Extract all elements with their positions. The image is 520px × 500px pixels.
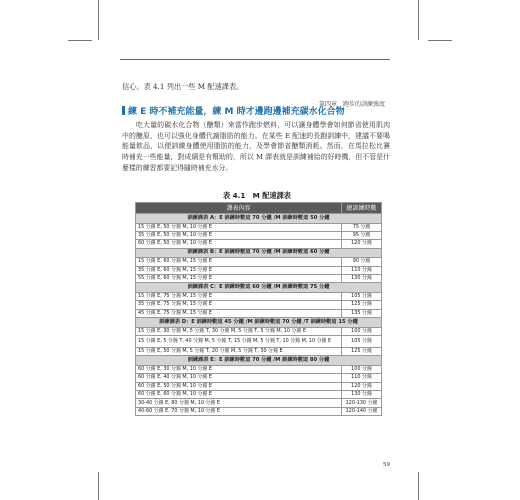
total-time-cell: 90 分鐘	[342, 258, 382, 266]
total-time-cell: 125 分鐘	[342, 347, 382, 355]
table-row	[136, 390, 382, 398]
table-row	[136, 347, 382, 355]
total-time-cell: 75 分鐘	[342, 223, 382, 231]
group-title: 訓練課表 C：E 訓練時數這 60 分鐘 /M 訓練時數這 75 分鐘	[136, 283, 382, 293]
total-time-cell: 120 分鐘	[342, 382, 382, 390]
total-time-cell: 120 分鐘	[342, 240, 382, 248]
table-header-row	[136, 203, 382, 214]
total-time-cell: 95 分鐘	[342, 231, 382, 239]
table-row	[136, 223, 382, 231]
table-row	[136, 399, 382, 407]
crop-mark	[418, 0, 419, 40]
workout-content-cell: 45 分鐘 E, 75 分鐘 M, 15 分鐘 E	[136, 309, 342, 317]
table-title: 表 4.1 M 配速課表	[222, 191, 291, 200]
table-row	[136, 266, 382, 274]
total-time-cell: 130 分鐘	[342, 274, 382, 282]
workout-content-cell: 60 分鐘 E, 30 分鐘 M, 10 分鐘 E	[136, 365, 342, 373]
table-row	[136, 292, 382, 300]
table-body	[136, 214, 382, 416]
total-time-cell: 105 分鐘	[342, 292, 382, 300]
workout-content-cell: 55 分鐘 E, 60 分鐘 M, 15 分鐘 E	[136, 274, 342, 282]
table-row	[136, 407, 382, 415]
workout-content-cell: 15 分鐘 E, 50 分鐘 M, 5 分鐘 T, 20 分鐘 M, 5 分鐘 T, 30 分鐘 E	[136, 347, 342, 355]
table-row	[136, 382, 382, 390]
column-header-total: 總訓練時數	[342, 203, 382, 214]
workout-content-cell: 30-40 分鐘 E, 80 分鐘 M, 10 分鐘 E	[136, 399, 342, 407]
table-row	[136, 309, 382, 317]
workout-content-cell: 60 分鐘 E, 50 分鐘 M, 10 分鐘 E	[136, 240, 342, 248]
table-row	[136, 258, 382, 266]
total-time-cell: 130 分鐘	[342, 390, 382, 398]
body-paragraph: 吃大量的碳水化合物（醣類）來當作跑步燃料，可以讓身體學會如何節省使用肌肉中的醣原，也可以強化身體代謝脂肪的能力。在某些 E 配速的長跑訓練中，建議不要喝能量飲品，以便訓練身體使用脂肪的能力，及學會節省醣類消耗。然而，在馬拉松比賽時補充一些能量，對成績是有幫助的，所以 M 課表就是訓練補給的好時機，但不管是什麼樣的練習都要記得隨時補充水分。	[122, 121, 390, 172]
group-title: 訓練課表 E：E 訓練時數這 70 分鐘 /M 訓練時數這 80 分鐘	[136, 356, 382, 366]
workout-content-cell: 15 分鐘 E, 30 分鐘 M, 5 分鐘 T, 30 分鐘 M, 5 分鐘 T, 5 分鐘 M, 10 分鐘 E	[136, 327, 342, 335]
crop-mark	[98, 472, 99, 500]
table-group-row	[136, 214, 382, 224]
workout-content-cell: 60 分鐘 E, 60 分鐘 M, 10 分鐘 E	[136, 390, 342, 398]
table-group-row	[136, 248, 382, 258]
page-number: 59	[383, 462, 390, 468]
group-title: 訓練課表 A：E 訓練時數這 70 分鐘 /M 訓練時數這 50 分鐘	[136, 214, 382, 224]
total-time-cell: 120-130 分鐘	[342, 399, 382, 407]
table-group-row	[136, 318, 382, 328]
m-pace-table	[135, 202, 382, 416]
running-head: 第四章 跑步的訓練強度	[318, 101, 385, 108]
table-row	[136, 240, 382, 248]
total-time-cell: 135 分鐘	[342, 309, 382, 317]
total-time-cell: 110 分鐘	[342, 374, 382, 382]
workout-content-cell: 15 分鐘 E, 5 分鐘 T, 40 分鐘 M, 5 分鐘 T, 15 分鐘 M, 5 分鐘 T, 10 分鐘 M, 10 分鐘 E	[136, 335, 342, 347]
table-row	[136, 335, 382, 347]
table-row	[136, 374, 382, 382]
workout-content-cell: 35 分鐘 E, 50 分鐘 M, 10 分鐘 E	[136, 231, 342, 239]
table-row	[136, 301, 382, 309]
workout-content-cell: 40-60 分鐘 E, 70 分鐘 M, 10 分鐘 E	[136, 407, 342, 415]
intro-text: 信心。表 4.1 列出一些 M 配速課表。	[122, 82, 244, 91]
group-title: 訓練課表 D：E 訓練時數這 45 分鐘 /M 訓練時數這 70 分鐘 /T 訓練時數這 15 分鐘	[136, 318, 382, 328]
table-group-row	[136, 283, 382, 293]
crop-mark	[418, 472, 419, 500]
total-time-cell: 110 分鐘	[342, 266, 382, 274]
section-heading-text: 練 E 時不補充能量，練 M 時才邊跑邊補充碳水化合物	[128, 107, 345, 117]
total-time-cell: 105 分鐘	[342, 335, 382, 347]
crop-mark	[68, 40, 92, 41]
column-header-content: 課表內容	[136, 203, 342, 214]
crop-mark	[98, 0, 99, 40]
total-time-cell: 100 分鐘	[342, 365, 382, 373]
workout-content-cell: 60 分鐘 E, 40 分鐘 M, 10 分鐘 E	[136, 374, 342, 382]
heading-marker	[122, 106, 125, 115]
workout-content-cell: 15 分鐘 E, 60 分鐘 M, 15 分鐘 E	[136, 258, 342, 266]
total-time-cell: 120-140 分鐘	[342, 407, 382, 415]
group-title: 訓練課表 B：E 訓練時數這 70 分鐘 /M 訓練時數這 60 分鐘	[136, 248, 382, 258]
table-row	[136, 327, 382, 335]
workout-content-cell: 15 分鐘 E, 50 分鐘 M, 10 分鐘 E	[136, 223, 342, 231]
table-row	[136, 231, 382, 239]
table-row	[136, 274, 382, 282]
total-time-cell: 100 分鐘	[342, 327, 382, 335]
workout-content-cell: 35 分鐘 E, 60 分鐘 M, 15 分鐘 E	[136, 266, 342, 274]
workout-content-cell: 15 分鐘 E, 75 分鐘 M, 15 分鐘 E	[136, 292, 342, 300]
workout-content-cell: 60 分鐘 E, 50 分鐘 M, 10 分鐘 E	[136, 382, 342, 390]
workout-content-cell: 35 分鐘 E, 75 分鐘 M, 15 分鐘 E	[136, 301, 342, 309]
table-group-row	[136, 356, 382, 366]
table-row	[136, 365, 382, 373]
section-heading	[122, 104, 345, 117]
crop-mark	[428, 40, 452, 41]
total-time-cell: 125 分鐘	[342, 301, 382, 309]
